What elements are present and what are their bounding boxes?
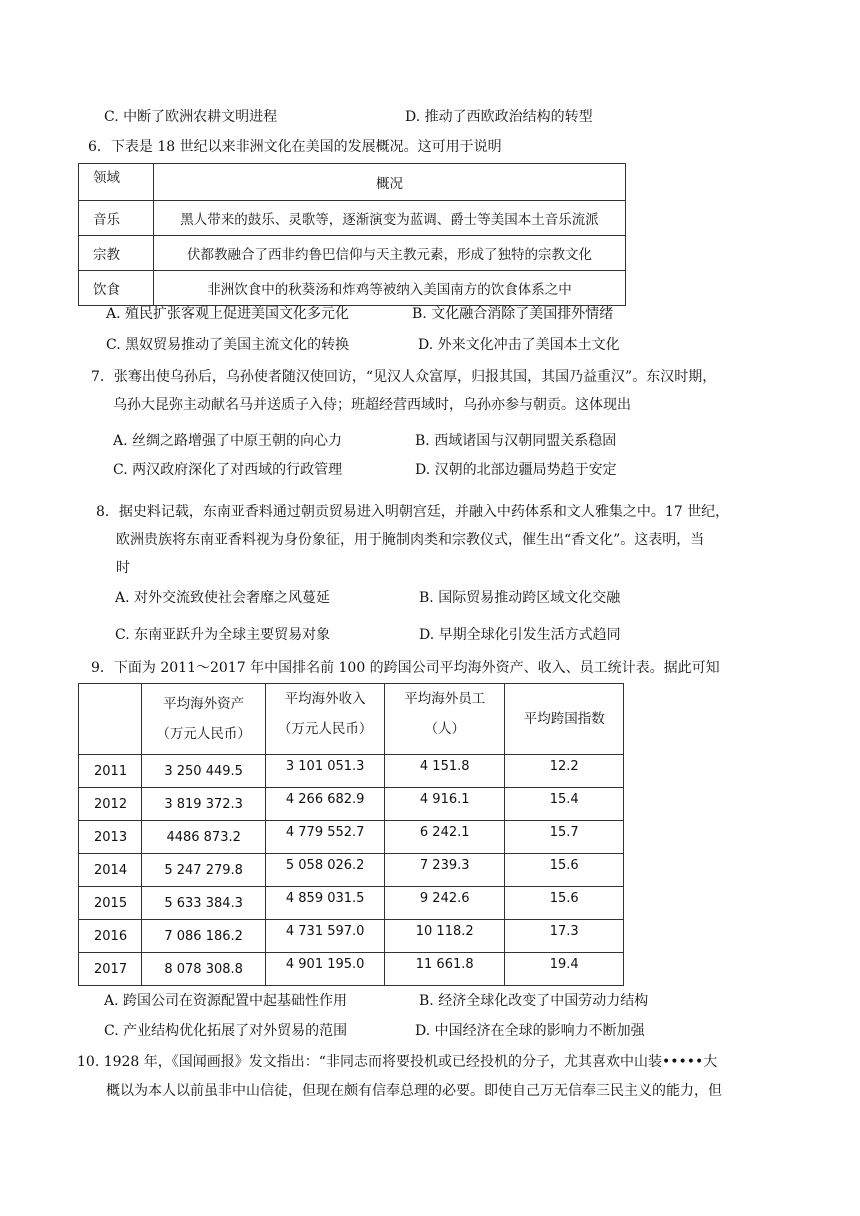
q9-cell-year: 2016 <box>79 920 142 953</box>
q9-cell-year: 2017 <box>79 953 142 986</box>
q9-cell-assets: 3 250 449.5 <box>141 755 266 788</box>
q9-stem: 9．下面为 2011～2017 年中国排名前 100 的跨国公司平均海外资产、收入、员工统计表。据此可知 <box>91 660 720 676</box>
q6-cell-overview: 黑人带来的鼓乐、灵歌等，逐渐演变为蓝调、爵士等美国本土音乐流派 <box>154 201 626 236</box>
q9-cell-staff: 10 118.2 <box>384 920 505 953</box>
q6-option-a: A. 殖民扩张客观上促进美国文化多元化 <box>106 306 350 322</box>
q6-option-c: C. 黑奴贸易推动了美国主流文化的转换 <box>106 337 350 353</box>
q9-cell-staff: 4 151.8 <box>384 755 505 788</box>
q9-cell-year: 2012 <box>79 788 142 821</box>
q9-cell-index: 15.4 <box>505 788 624 821</box>
q5-option-d: D. 推动了西欧政治结构的转型 <box>405 109 593 125</box>
table-row <box>79 755 624 788</box>
q7-option-c: C. 两汉政府深化了对西域的行政管理 <box>113 462 343 478</box>
q9-cell-staff: 7 239.3 <box>384 854 505 887</box>
q9-cell-index: 15.6 <box>505 887 624 920</box>
q9-header-income: 平均海外收入 （万元人民币） <box>266 684 385 755</box>
q6-cell-domain: 饮食 <box>79 271 154 306</box>
q9-cell-assets: 4486 873.2 <box>141 821 266 854</box>
q9-cell-assets: 3 819 372.3 <box>141 788 266 821</box>
q9-cell-income: 4 859 031.5 <box>266 887 385 920</box>
q9-cell-assets: 5 633 384.3 <box>141 887 266 920</box>
q7-stem-line1: 7．张骞出使乌孙后，乌孙使者随汉使回访，“见汉人众富厚，归报其国，其国乃益重汉”。东汉时期， <box>91 369 717 385</box>
q9-cell-index: 12.2 <box>505 755 624 788</box>
q9-cell-income: 4 731 597.0 <box>266 920 385 953</box>
q9-cell-assets: 7 086 186.2 <box>141 920 266 953</box>
q8-stem-line2: 欧洲贵族将东南亚香料视为身份象征，用于腌制肉类和宗教仪式，催生出“香文化”。这表明，当 <box>116 532 705 548</box>
q10-stem-line1: 10. 1928 年，《国闻画报》发文指出：“非同志而将要投机或已经投机的分子，尤其喜欢中山装•••••大 <box>77 1054 718 1070</box>
q6-header-domain: 领域 <box>79 164 154 201</box>
q8-option-b: B. 国际贸易推动跨区域文化交融 <box>419 590 621 606</box>
q6-option-b: B. 文化融合消除了美国排外情绪 <box>412 306 614 322</box>
table-row <box>79 201 626 236</box>
q9-header-index: 平均跨国指数 <box>505 684 624 755</box>
q8-option-c: C. 东南亚跃升为全球主要贸易对象 <box>115 627 331 643</box>
q9-cell-year: 2015 <box>79 887 142 920</box>
q9-cell-staff: 11 661.8 <box>384 953 505 986</box>
q9-option-d: D. 中国经济在全球的影响力不断加强 <box>415 1023 645 1039</box>
q7-option-a: A. 丝绸之路增强了中原王朝的向心力 <box>113 433 343 449</box>
table-row <box>79 920 624 953</box>
q7-option-d: D. 汉朝的北部边疆局势趋于安定 <box>415 462 617 478</box>
table-row <box>79 953 624 986</box>
q9-cell-index: 19.4 <box>505 953 624 986</box>
q9-cell-assets: 5 247 279.8 <box>141 854 266 887</box>
q9-cell-staff: 6 242.1 <box>384 821 505 854</box>
q6-cell-domain: 音乐 <box>79 201 154 236</box>
q9-option-c: C. 产业结构优化拓展了对外贸易的范围 <box>104 1023 348 1039</box>
q9-cell-index: 17.3 <box>505 920 624 953</box>
table-row <box>79 164 626 201</box>
table-row <box>79 271 626 306</box>
q6-header-overview: 概况 <box>154 164 626 201</box>
q9-cell-income: 4 901 195.0 <box>266 953 385 986</box>
table-row <box>79 887 624 920</box>
table-row <box>79 854 624 887</box>
q9-option-b: B. 经济全球化改变了中国劳动力结构 <box>419 993 649 1009</box>
q9-cell-staff: 4 916.1 <box>384 788 505 821</box>
q8-option-d: D. 早期全球化引发生活方式趋同 <box>419 627 621 643</box>
q8-stem-line1: 8．据史料记载，东南亚香料通过朝贡贸易进入明朝宫廷，并融入中药体系和文人雅集之中。17 世纪， <box>96 504 730 520</box>
q6-stem: 6．下表是 18 世纪以来非洲文化在美国的发展概况。这可用于说明 <box>88 139 502 155</box>
q5-option-c: C. 中断了欧洲农耕文明进程 <box>104 109 278 125</box>
q9-header-assets: 平均海外资产 （万元人民币） <box>141 684 266 755</box>
q7-option-b: B. 西域诸国与汉朝同盟关系稳固 <box>415 433 617 449</box>
q6-option-d: D. 外来文化冲击了美国本土文化 <box>418 337 620 353</box>
q6-table <box>78 163 626 306</box>
q9-cell-staff: 9 242.6 <box>384 887 505 920</box>
q10-stem-line2: 概以为本人以前虽非中山信徒，但现在颇有信奉总理的必要。即使自己万无信奉三民主义的能力，但 <box>106 1083 722 1099</box>
q9-cell-assets: 8 078 308.8 <box>141 953 266 986</box>
q9-option-a: A. 跨国公司在资源配置中起基础性作用 <box>104 993 348 1009</box>
q6-cell-domain: 宗教 <box>79 236 154 271</box>
q8-option-a: A. 对外交流致使社会奢靡之风蔓延 <box>115 590 331 606</box>
q8-stem-line3: 时 <box>116 560 130 576</box>
q6-cell-overview: 伏都教融合了西非约鲁巴信仰与天主教元素，形成了独特的宗教文化 <box>154 236 626 271</box>
q9-cell-year: 2011 <box>79 755 142 788</box>
q9-cell-index: 15.6 <box>505 854 624 887</box>
q9-cell-income: 5 058 026.2 <box>266 854 385 887</box>
table-row <box>79 788 624 821</box>
q9-cell-index: 15.7 <box>505 821 624 854</box>
table-row <box>79 684 624 755</box>
q9-table <box>78 683 624 986</box>
q9-cell-income: 3 101 051.3 <box>266 755 385 788</box>
q7-stem-line2: 乌孙大昆弥主动献名马并送质子入侍；班超经营西域时，乌孙亦参与朝贡。这体现出 <box>113 397 631 413</box>
q9-cell-year: 2014 <box>79 854 142 887</box>
q9-cell-income: 4 266 682.9 <box>266 788 385 821</box>
q9-cell-year: 2013 <box>79 821 142 854</box>
table-row <box>79 821 624 854</box>
q9-cell-income: 4 779 552.7 <box>266 821 385 854</box>
q9-header-staff: 平均海外员工 （人） <box>384 684 505 755</box>
table-row <box>79 236 626 271</box>
q6-cell-overview: 非洲饮食中的秋葵汤和炸鸡等被纳入美国南方的饮食体系之中 <box>154 271 626 306</box>
